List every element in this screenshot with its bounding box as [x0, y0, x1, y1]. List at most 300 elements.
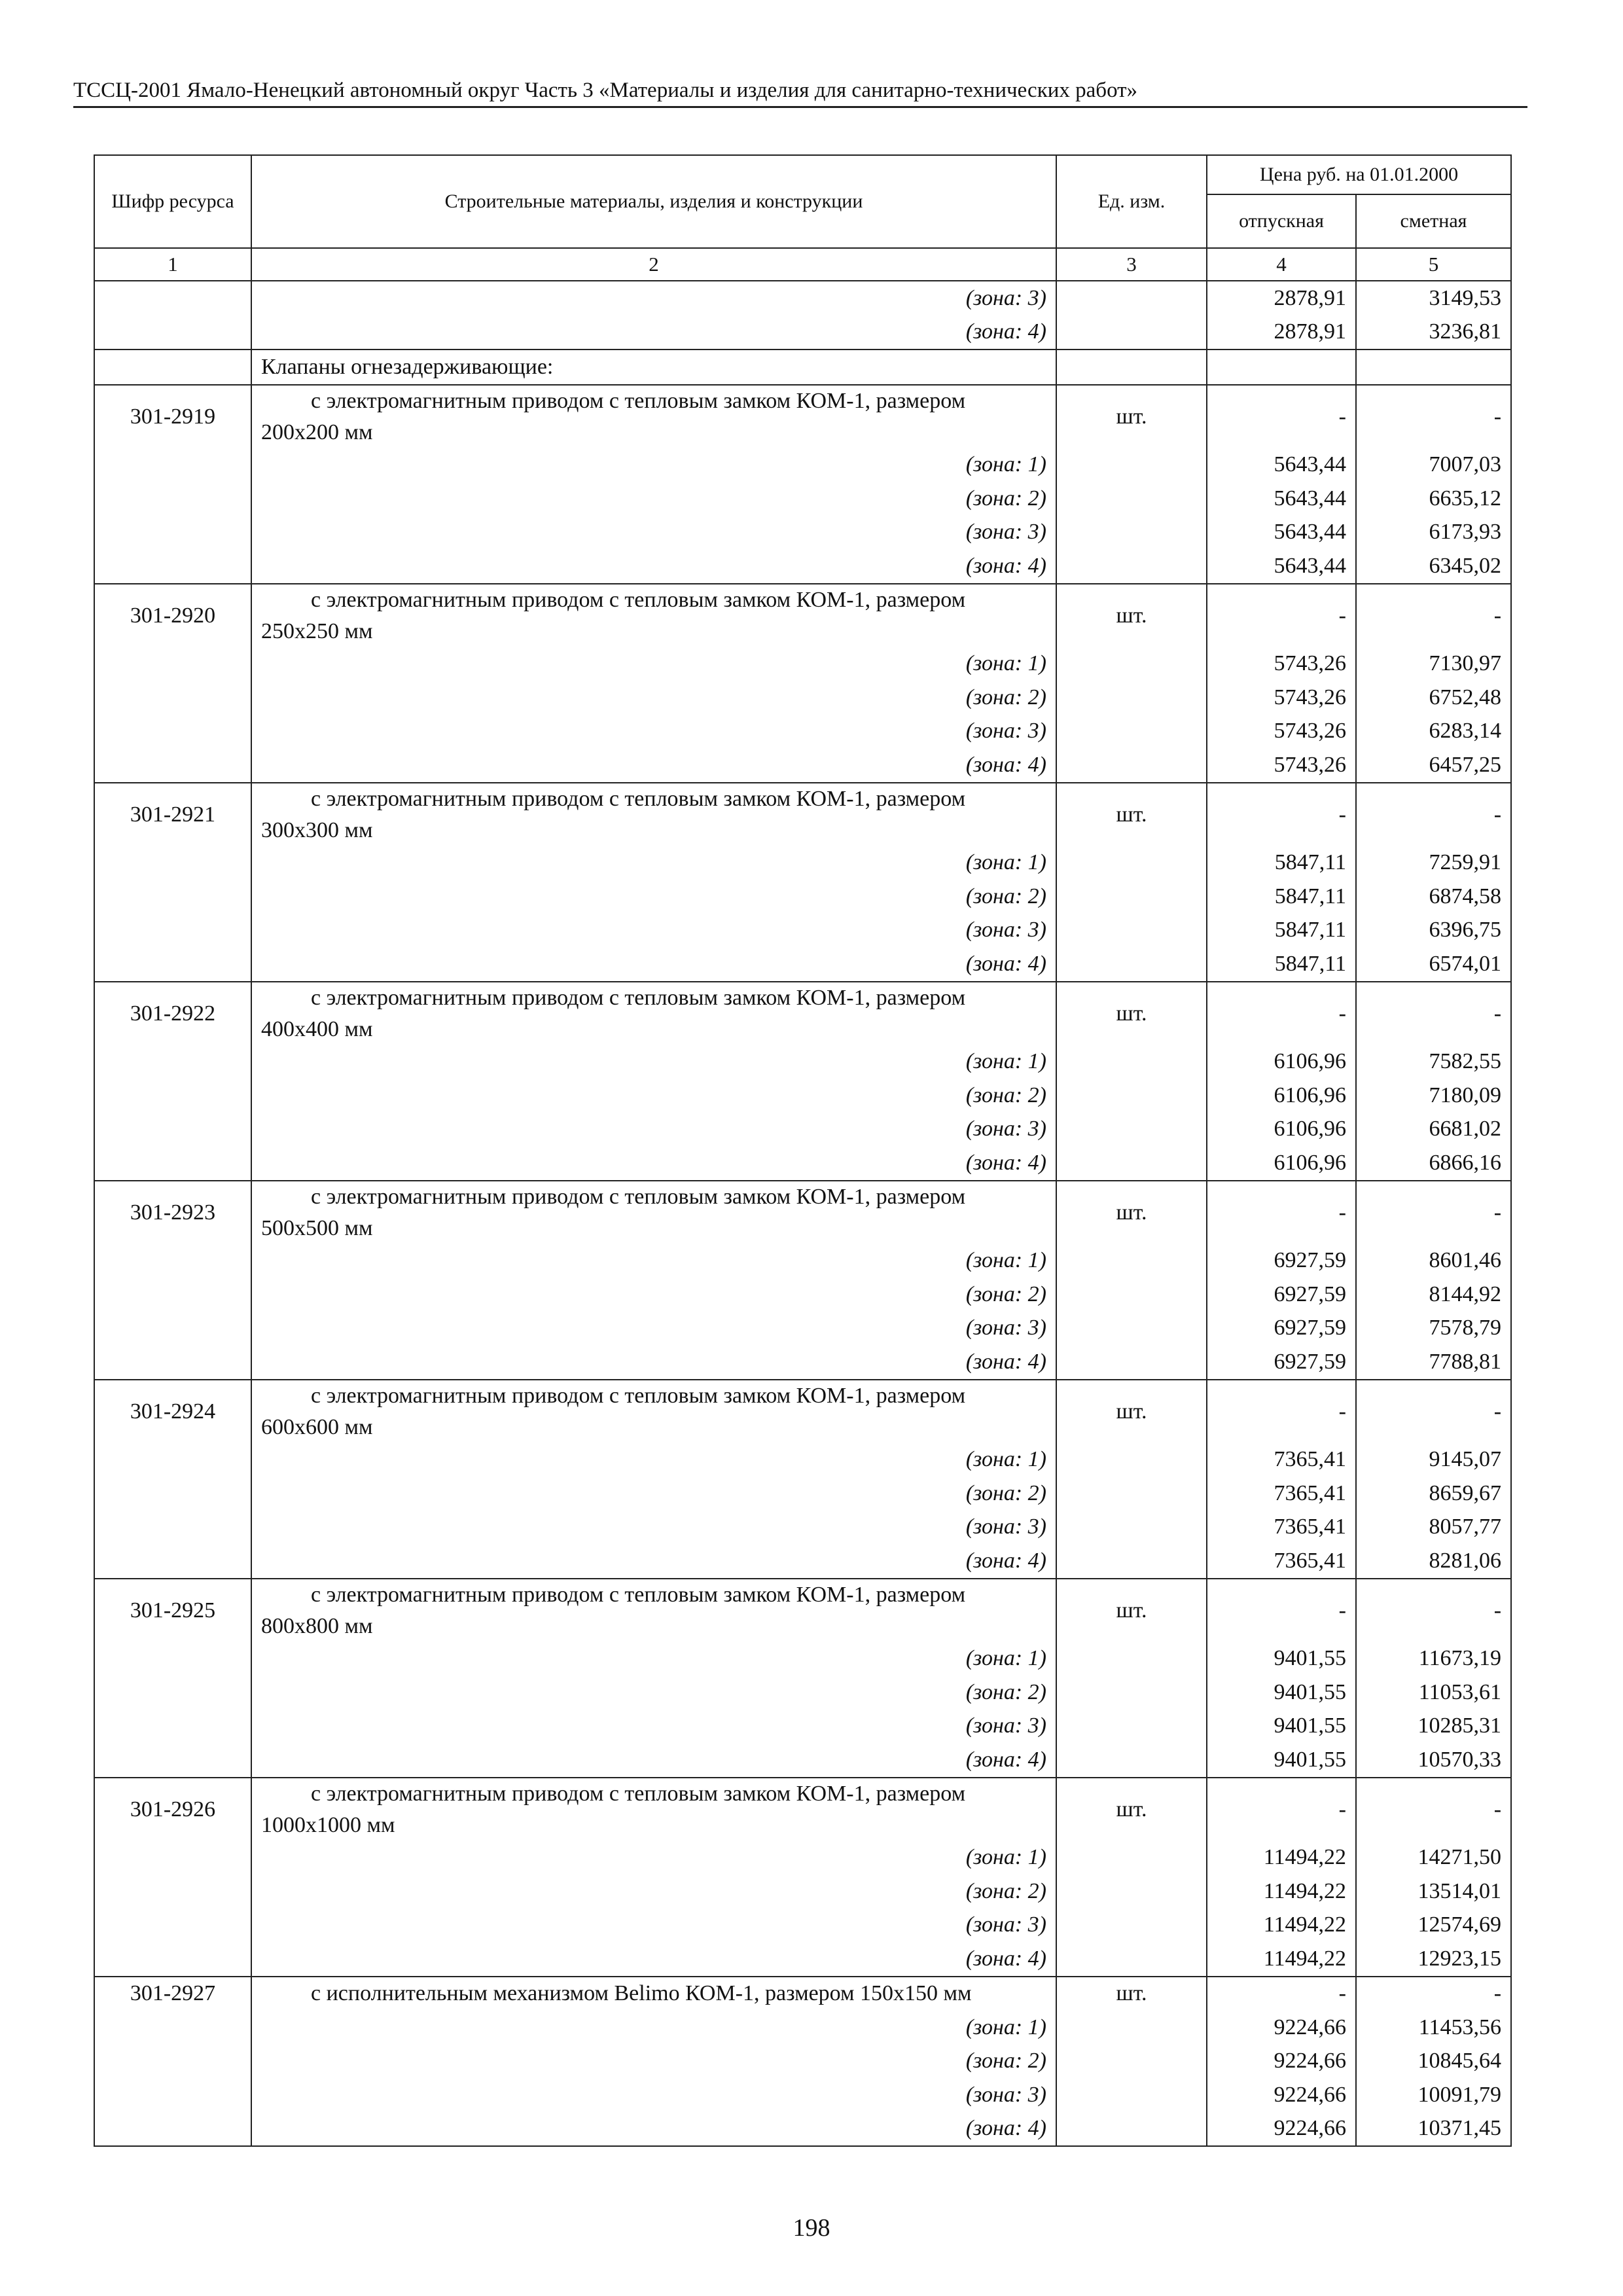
- zone-row: [94, 1278, 1511, 1312]
- estimate-price: 7007,03: [1356, 448, 1511, 482]
- estimate-price: 6173,93: [1356, 516, 1511, 550]
- zone-row: [94, 681, 1511, 715]
- unit-cell: [1056, 1544, 1207, 1579]
- unit-cell: [1056, 1312, 1207, 1346]
- resource-code: 301-2923: [94, 1181, 251, 1244]
- code-cell: [94, 1244, 251, 1278]
- zone-row: [94, 2045, 1511, 2079]
- code-cell: [94, 681, 251, 715]
- item-name: [251, 1181, 1056, 1244]
- release-price: 6106,96: [1207, 1113, 1356, 1147]
- item-name: [251, 783, 1056, 846]
- release-price: -: [1207, 1181, 1356, 1244]
- estimate-price: 8057,77: [1356, 1511, 1511, 1545]
- item-row: [94, 1579, 1511, 1642]
- code-cell: [94, 281, 251, 315]
- zone-label: (зона: 1): [251, 1045, 1056, 1079]
- zone-row: [94, 1909, 1511, 1943]
- release-price: 5643,44: [1207, 448, 1356, 482]
- estimate-price: -: [1356, 584, 1511, 647]
- zone-label: (зона: 2): [251, 2045, 1056, 2079]
- estimate-price: -: [1356, 385, 1511, 448]
- estimate-price: 7578,79: [1356, 1312, 1511, 1346]
- release-price: 6106,96: [1207, 1045, 1356, 1079]
- zone-row: [94, 1511, 1511, 1545]
- zone-row: [94, 516, 1511, 550]
- resource-code: 301-2921: [94, 783, 251, 846]
- zone-row: [94, 1676, 1511, 1710]
- zone-row: [94, 1642, 1511, 1676]
- zone-label: (зона: 3): [251, 1312, 1056, 1346]
- zone-row: [94, 1841, 1511, 1875]
- estimate-price: 9145,07: [1356, 1443, 1511, 1477]
- column-number-row: [94, 248, 1511, 281]
- item-row: [94, 1778, 1511, 1841]
- estimate-price: 10285,31: [1356, 1710, 1511, 1744]
- item-name-line: 300х300 мм: [261, 817, 373, 842]
- release-price: 6927,59: [1207, 1312, 1356, 1346]
- code-cell: [94, 1278, 251, 1312]
- code-cell: [94, 1146, 251, 1181]
- zone-row: [94, 1743, 1511, 1778]
- code-cell: [94, 647, 251, 681]
- code-cell: [94, 715, 251, 749]
- zone-label: (зона: 1): [251, 448, 1056, 482]
- code-cell: [94, 914, 251, 948]
- code-cell: [94, 448, 251, 482]
- zone-label: (зона: 3): [251, 2078, 1056, 2112]
- resource-code: 301-2925: [94, 1579, 251, 1642]
- release-price: 9401,55: [1207, 1642, 1356, 1676]
- header-divider: [73, 106, 1527, 108]
- item-row: [94, 1380, 1511, 1443]
- estimate-price: 7259,91: [1356, 846, 1511, 880]
- code-cell: [94, 1743, 251, 1778]
- unit-cell: [1056, 482, 1207, 516]
- unit-cell: [1056, 2078, 1207, 2112]
- release-price: 5743,26: [1207, 748, 1356, 783]
- zone-label: (зона: 2): [251, 681, 1056, 715]
- item-name: [251, 982, 1056, 1045]
- zone-row: [94, 2112, 1511, 2147]
- resource-code: 301-2920: [94, 584, 251, 647]
- estimate-price: 6457,25: [1356, 748, 1511, 783]
- zone-label: (зона: 3): [251, 1113, 1056, 1147]
- header-unit: Ед. изм.: [1056, 155, 1207, 248]
- release-price: 7365,41: [1207, 1477, 1356, 1511]
- zone-row: [94, 549, 1511, 584]
- estimate-price: 6283,14: [1356, 715, 1511, 749]
- unit-cell: [1056, 2112, 1207, 2147]
- unit-cell: [1056, 1642, 1207, 1676]
- zone-label: (зона: 2): [251, 482, 1056, 516]
- estimate-price: [1356, 350, 1511, 385]
- code-cell: [94, 1477, 251, 1511]
- resource-code: 301-2924: [94, 1380, 251, 1443]
- estimate-price: 8144,92: [1356, 1278, 1511, 1312]
- release-price: 9224,66: [1207, 2011, 1356, 2045]
- unit-cell: [1056, 1874, 1207, 1909]
- zone-label: (зона: 2): [251, 1874, 1056, 1909]
- unit-cell: [1056, 281, 1207, 315]
- zone-row: [94, 448, 1511, 482]
- estimate-price: -: [1356, 1778, 1511, 1841]
- code-cell: [94, 947, 251, 982]
- zone-label: (зона: 4): [251, 1146, 1056, 1181]
- code-cell: [94, 315, 251, 350]
- zone-label: (зона: 4): [251, 1345, 1056, 1380]
- item-name-line: с электромагнитным приводом с тепловым замком КОМ-1, размером: [311, 1582, 966, 1607]
- release-price: 11494,22: [1207, 1841, 1356, 1875]
- zone-row: [94, 1710, 1511, 1744]
- release-price: -: [1207, 1579, 1356, 1642]
- release-price: 9401,55: [1207, 1743, 1356, 1778]
- zone-label: (зона: 1): [251, 1244, 1056, 1278]
- unit-cell: [1056, 2011, 1207, 2045]
- estimate-price: 6866,16: [1356, 1146, 1511, 1181]
- release-price: 5847,11: [1207, 846, 1356, 880]
- item-name: [251, 385, 1056, 448]
- section-row: [94, 350, 1511, 385]
- item-name-line: с электромагнитным приводом с тепловым замком КОМ-1, размером: [311, 1184, 966, 1209]
- estimate-price: 13514,01: [1356, 1874, 1511, 1909]
- zone-row: [94, 482, 1511, 516]
- release-price: 5643,44: [1207, 482, 1356, 516]
- release-price: 5847,11: [1207, 914, 1356, 948]
- zone-row: [94, 2011, 1511, 2045]
- estimate-price: 6874,58: [1356, 880, 1511, 914]
- release-price: 2878,91: [1207, 281, 1356, 315]
- item-name-line: 1000х1000 мм: [261, 1812, 395, 1837]
- column-number: 2: [251, 248, 1056, 281]
- item-name-line: 400х400 мм: [261, 1016, 373, 1041]
- unit-cell: [1056, 1244, 1207, 1278]
- unit-cell: шт.: [1056, 1778, 1207, 1841]
- release-price: 7365,41: [1207, 1511, 1356, 1545]
- release-price: -: [1207, 385, 1356, 448]
- code-cell: [94, 1345, 251, 1380]
- estimate-price: 10371,45: [1356, 2112, 1511, 2147]
- unit-cell: [1056, 681, 1207, 715]
- unit-cell: [1056, 1477, 1207, 1511]
- estimate-price: -: [1356, 1579, 1511, 1642]
- code-cell: [94, 1909, 251, 1943]
- code-cell: [94, 350, 251, 385]
- release-price: 9401,55: [1207, 1676, 1356, 1710]
- code-cell: [94, 1079, 251, 1113]
- unit-cell: [1056, 914, 1207, 948]
- release-price: -: [1207, 1977, 1356, 2011]
- estimate-price: 6752,48: [1356, 681, 1511, 715]
- release-price: 5743,26: [1207, 647, 1356, 681]
- item-name: [251, 584, 1056, 647]
- zone-label: (зона: 1): [251, 2011, 1056, 2045]
- unit-cell: [1056, 1079, 1207, 1113]
- unit-cell: [1056, 1113, 1207, 1147]
- unit-cell: [1056, 947, 1207, 982]
- unit-cell: [1056, 315, 1207, 350]
- release-price: 6106,96: [1207, 1079, 1356, 1113]
- release-price: 9224,66: [1207, 2078, 1356, 2112]
- zone-label: (зона: 3): [251, 1710, 1056, 1744]
- code-cell: [94, 2011, 251, 2045]
- code-cell: [94, 1511, 251, 1545]
- unit-cell: [1056, 350, 1207, 385]
- release-price: 5847,11: [1207, 880, 1356, 914]
- item-name-line: с исполнительным механизмом Belimo КОМ-1, размером 150х150 мм: [311, 1981, 972, 2006]
- item-row: [94, 584, 1511, 647]
- unit-cell: шт.: [1056, 982, 1207, 1045]
- zone-label: (зона: 1): [251, 1841, 1056, 1875]
- unit-cell: [1056, 647, 1207, 681]
- zone-row: [94, 1244, 1511, 1278]
- item-name-line: 800х800 мм: [261, 1613, 373, 1638]
- zone-label: (зона: 1): [251, 647, 1056, 681]
- estimate-price: 14271,50: [1356, 1841, 1511, 1875]
- estimate-price: 10091,79: [1356, 2078, 1511, 2112]
- item-name-line: с электромагнитным приводом с тепловым замком КОМ-1, размером: [311, 985, 966, 1010]
- estimate-price: 6345,02: [1356, 549, 1511, 584]
- code-cell: [94, 1113, 251, 1147]
- estimate-price: 8659,67: [1356, 1477, 1511, 1511]
- zone-label: (зона: 4): [251, 748, 1056, 783]
- zone-row: [94, 1544, 1511, 1579]
- zone-label: (зона: 2): [251, 1278, 1056, 1312]
- estimate-price: 7788,81: [1356, 1345, 1511, 1380]
- zone-label: (зона: 4): [251, 2112, 1056, 2147]
- estimate-price: 3149,53: [1356, 281, 1511, 315]
- code-cell: [94, 1710, 251, 1744]
- estimate-price: 11053,61: [1356, 1676, 1511, 1710]
- item-name-line: 200х200 мм: [261, 420, 373, 444]
- unit-cell: шт.: [1056, 1181, 1207, 1244]
- release-price: 9224,66: [1207, 2045, 1356, 2079]
- unit-cell: шт.: [1056, 1977, 1207, 2011]
- code-cell: [94, 482, 251, 516]
- release-price: -: [1207, 1778, 1356, 1841]
- item-row: [94, 783, 1511, 846]
- unit-cell: [1056, 846, 1207, 880]
- code-cell: [94, 1312, 251, 1346]
- zone-label: (зона: 3): [251, 516, 1056, 550]
- release-price: 9401,55: [1207, 1710, 1356, 1744]
- release-price: 6927,59: [1207, 1345, 1356, 1380]
- release-price: 9224,66: [1207, 2112, 1356, 2147]
- item-name-line: с электромагнитным приводом с тепловым замком КОМ-1, размером: [311, 1781, 966, 1806]
- zone-label: (зона: 1): [251, 846, 1056, 880]
- unit-cell: [1056, 549, 1207, 584]
- unit-cell: шт.: [1056, 783, 1207, 846]
- item-row: [94, 982, 1511, 1045]
- unit-cell: [1056, 2045, 1207, 2079]
- header-code: Шифр ресурса: [94, 155, 251, 248]
- zone-label: (зона: 1): [251, 1443, 1056, 1477]
- zone-label: (зона: 4): [251, 1743, 1056, 1778]
- column-number: 1: [94, 248, 251, 281]
- item-name: [251, 1380, 1056, 1443]
- estimate-price: 6681,02: [1356, 1113, 1511, 1147]
- unit-cell: шт.: [1056, 1579, 1207, 1642]
- item-row: [94, 1977, 1511, 2011]
- header-price-release: отпускная: [1207, 194, 1356, 248]
- estimate-price: 12574,69: [1356, 1909, 1511, 1943]
- zone-row: [94, 1146, 1511, 1181]
- item-name-line: с электромагнитным приводом с тепловым замком КОМ-1, размером: [311, 587, 966, 612]
- zone-row: [94, 1942, 1511, 1977]
- unit-cell: [1056, 1942, 1207, 1977]
- zone-label: (зона: 3): [251, 1909, 1056, 1943]
- code-cell: [94, 880, 251, 914]
- estimate-price: 10845,64: [1356, 2045, 1511, 2079]
- unit-cell: [1056, 1345, 1207, 1380]
- zone-label: (зона: 3): [251, 281, 1056, 315]
- estimate-price: 6396,75: [1356, 914, 1511, 948]
- code-cell: [94, 1642, 251, 1676]
- table-header: [94, 155, 1511, 281]
- unit-cell: [1056, 1045, 1207, 1079]
- header-price-group: Цена руб. на 01.01.2000: [1207, 155, 1511, 194]
- zone-row: [94, 647, 1511, 681]
- unit-cell: [1056, 448, 1207, 482]
- estimate-price: 8281,06: [1356, 1544, 1511, 1579]
- resource-code: 301-2927: [94, 1977, 251, 2011]
- zone-label: (зона: 4): [251, 1544, 1056, 1579]
- zone-row: [94, 1312, 1511, 1346]
- code-cell: [94, 1045, 251, 1079]
- item-row: [94, 385, 1511, 448]
- release-price: 5643,44: [1207, 549, 1356, 584]
- release-price: 5847,11: [1207, 947, 1356, 982]
- column-number: 4: [1207, 248, 1356, 281]
- unit-cell: [1056, 1841, 1207, 1875]
- unit-cell: шт.: [1056, 385, 1207, 448]
- estimate-price: -: [1356, 982, 1511, 1045]
- zone-row: [94, 748, 1511, 783]
- zone-label: (зона: 4): [251, 947, 1056, 982]
- code-cell: [94, 1841, 251, 1875]
- code-cell: [94, 748, 251, 783]
- unit-cell: [1056, 1676, 1207, 1710]
- release-price: 2878,91: [1207, 315, 1356, 350]
- unit-cell: шт.: [1056, 584, 1207, 647]
- item-name-line: 250х250 мм: [261, 619, 373, 643]
- zone-row: [94, 1079, 1511, 1113]
- estimate-price: 11673,19: [1356, 1642, 1511, 1676]
- zone-label: (зона: 2): [251, 1676, 1056, 1710]
- code-cell: [94, 1443, 251, 1477]
- estimate-price: 7130,97: [1356, 647, 1511, 681]
- release-price: [1207, 350, 1356, 385]
- section-title: Клапаны огнезадерживающие:: [251, 350, 1056, 385]
- estimate-price: -: [1356, 1380, 1511, 1443]
- item-name-line: с электромагнитным приводом с тепловым замком КОМ-1, размером: [311, 1383, 966, 1408]
- release-price: 5643,44: [1207, 516, 1356, 550]
- item-name: [251, 1977, 1056, 2011]
- code-cell: [94, 1544, 251, 1579]
- resource-code: 301-2926: [94, 1778, 251, 1841]
- document-header: ТССЦ-2001 Ямало-Ненецкий автономный округ Часть 3 «Материалы и изделия для санитарно-технических работ»: [73, 79, 1138, 102]
- item-name-line: 600х600 мм: [261, 1414, 373, 1439]
- zone-row: [94, 281, 1511, 315]
- zone-row: [94, 880, 1511, 914]
- code-cell: [94, 1676, 251, 1710]
- zone-row: [94, 1113, 1511, 1147]
- zone-label: (зона: 3): [251, 715, 1056, 749]
- estimate-price: 8601,46: [1356, 1244, 1511, 1278]
- zone-row: [94, 914, 1511, 948]
- estimate-price: 6635,12: [1356, 482, 1511, 516]
- estimate-price: -: [1356, 1181, 1511, 1244]
- zone-row: [94, 2078, 1511, 2112]
- unit-cell: шт.: [1056, 1380, 1207, 1443]
- zone-row: [94, 947, 1511, 982]
- release-price: 11494,22: [1207, 1874, 1356, 1909]
- estimate-price: -: [1356, 1977, 1511, 2011]
- page-number: 198: [793, 2214, 830, 2242]
- item-name-line: с электромагнитным приводом с тепловым замком КОМ-1, размером: [311, 786, 966, 811]
- item-name: [251, 1579, 1056, 1642]
- estimate-price: 6574,01: [1356, 947, 1511, 982]
- release-price: 11494,22: [1207, 1942, 1356, 1977]
- release-price: 5743,26: [1207, 681, 1356, 715]
- unit-cell: [1056, 715, 1207, 749]
- estimate-price: 3236,81: [1356, 315, 1511, 350]
- item-name-line: 500х500 мм: [261, 1215, 373, 1240]
- zone-label: (зона: 3): [251, 914, 1056, 948]
- release-price: 7365,41: [1207, 1443, 1356, 1477]
- estimate-price: -: [1356, 783, 1511, 846]
- zone-row: [94, 1345, 1511, 1380]
- release-price: 6106,96: [1207, 1146, 1356, 1181]
- release-price: 11494,22: [1207, 1909, 1356, 1943]
- unit-cell: [1056, 880, 1207, 914]
- header-price-estimate: сметная: [1356, 194, 1511, 248]
- zone-label: (зона: 2): [251, 880, 1056, 914]
- resource-code: 301-2922: [94, 982, 251, 1045]
- price-table: [94, 154, 1512, 2147]
- estimate-price: 11453,56: [1356, 2011, 1511, 2045]
- column-number: 5: [1356, 248, 1511, 281]
- release-price: -: [1207, 783, 1356, 846]
- zone-label: (зона: 1): [251, 1642, 1056, 1676]
- zone-label: (зона: 2): [251, 1477, 1056, 1511]
- header-name: Строительные материалы, изделия и конструкции: [251, 155, 1056, 248]
- code-cell: [94, 846, 251, 880]
- item-name: [251, 1778, 1056, 1841]
- unit-cell: [1056, 1278, 1207, 1312]
- release-price: -: [1207, 982, 1356, 1045]
- estimate-price: 7582,55: [1356, 1045, 1511, 1079]
- code-cell: [94, 2078, 251, 2112]
- zone-row: [94, 1045, 1511, 1079]
- zone-row: [94, 1874, 1511, 1909]
- unit-cell: [1056, 516, 1207, 550]
- zone-label: (зона: 4): [251, 549, 1056, 584]
- release-price: -: [1207, 584, 1356, 647]
- unit-cell: [1056, 1909, 1207, 1943]
- zone-row: [94, 715, 1511, 749]
- estimate-price: 10570,33: [1356, 1743, 1511, 1778]
- code-cell: [94, 1874, 251, 1909]
- release-price: 7365,41: [1207, 1544, 1356, 1579]
- resource-code: 301-2919: [94, 385, 251, 448]
- code-cell: [94, 1942, 251, 1977]
- zone-label: (зона: 2): [251, 1079, 1056, 1113]
- unit-cell: [1056, 1743, 1207, 1778]
- unit-cell: [1056, 1511, 1207, 1545]
- unit-cell: [1056, 1443, 1207, 1477]
- release-price: 6927,59: [1207, 1278, 1356, 1312]
